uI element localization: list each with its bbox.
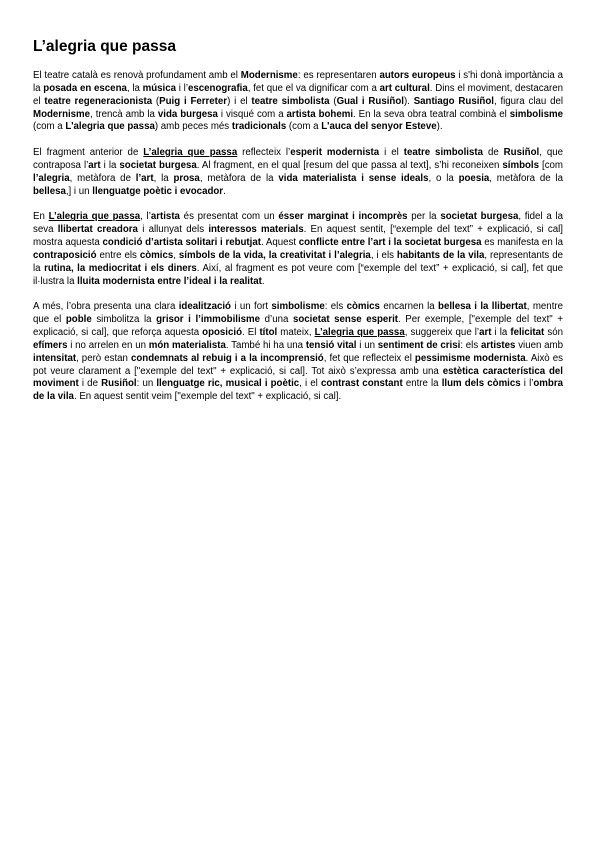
text-run: , <box>173 249 179 261</box>
emphasis: Rusiñol <box>101 378 137 390</box>
text-run: . En aquest sentit veim ["exemple del text" + explicació, si cal]. <box>73 391 342 403</box>
emphasis: poble <box>65 314 92 326</box>
text-run: entre els <box>96 249 140 261</box>
emphasis: condemnats al rebuig i a la incomprensió <box>131 352 324 364</box>
text-run: de <box>482 147 504 159</box>
emphasis: tensió vital <box>305 339 357 351</box>
text-run: [com <box>538 159 563 171</box>
text-run: . Això es pot veure clarament a ["exemple del text" + explicació, si cal]. Tot això s’expressa amb una <box>33 352 563 377</box>
text-run: , fet que reflecteix el <box>323 352 415 364</box>
emphasis: posada en escena <box>43 82 127 94</box>
emphasis: efímers <box>33 339 68 351</box>
text-run: , representants de la <box>33 249 563 274</box>
emphasis-underlined: L’alegria que passa <box>143 147 238 159</box>
emphasis: teatre regeneracionista <box>44 95 153 107</box>
emphasis: felicitat <box>510 327 545 339</box>
text-run: i l’ <box>520 378 534 390</box>
text-run: A més, l’obra presenta una clara <box>33 301 179 313</box>
emphasis: llum dels còmics <box>441 378 521 390</box>
emphasis: vida materialista i sense ideals <box>278 172 429 184</box>
text-run: ) amb peces més <box>154 121 232 133</box>
text-run: . En la seva obra teatral combinà el <box>353 108 510 120</box>
text-run: ). <box>403 95 414 107</box>
emphasis-underlined: L’alegria que passa <box>314 327 405 339</box>
emphasis: estètica característica del moviment <box>33 365 563 390</box>
text-run: és presentat com un <box>179 211 279 223</box>
text-run: : un <box>136 378 157 390</box>
text-run: i allunyat dels <box>137 224 209 236</box>
text-run: , figura clau del <box>493 95 563 107</box>
text-run: , l’ <box>140 211 151 223</box>
emphasis: rutina, la mediocritat i els diners <box>44 262 197 274</box>
emphasis: societat burgesa <box>119 159 197 171</box>
emphasis: ésser marginat i incomprès <box>278 211 408 223</box>
emphasis: contraposició <box>33 249 97 261</box>
text-run: . Aquest <box>260 237 299 249</box>
emphasis: món materialista <box>148 339 226 351</box>
text-run: ) i el <box>227 95 252 107</box>
text-run: , la <box>153 172 174 184</box>
text-run: d’una <box>260 314 293 326</box>
emphasis: escenografia <box>187 82 248 94</box>
emphasis: simbolisme <box>509 108 563 120</box>
text-run: , que contraposa l’ <box>33 147 564 171</box>
text-run: En <box>33 211 49 223</box>
text-run: i visqué com a <box>217 108 287 120</box>
text-run: , mentre que el <box>33 301 563 326</box>
text-run: , metàfora de <box>69 172 136 184</box>
emphasis: bellesa i la llibertat <box>438 301 527 313</box>
emphasis: esperit modernista <box>290 147 380 159</box>
emphasis: art <box>88 159 101 171</box>
text-run: ,] i un <box>65 185 93 197</box>
emphasis: Rusiñol <box>503 147 540 159</box>
text-run: (com a <box>286 121 322 133</box>
emphasis: societat burgesa <box>440 211 519 223</box>
text-run: viuen amb <box>515 339 563 351</box>
text-run: són <box>544 327 563 339</box>
text-run: . També hi ha una <box>225 339 306 351</box>
emphasis: autors europeus <box>379 70 456 81</box>
emphasis: Gual i Rusiñol <box>336 95 404 107</box>
emphasis: sentiment de crisi <box>377 339 461 351</box>
text-run: : els <box>324 301 347 313</box>
emphasis: teatre simbolista <box>251 95 330 107</box>
text-run: , o la <box>428 172 459 184</box>
document-body <box>33 70 563 417</box>
text-run: entre la <box>402 378 442 390</box>
text-run: El fragment anterior de <box>33 147 144 159</box>
text-run: , metàfora de la <box>199 172 279 184</box>
text-run: simbolitza la <box>91 314 157 326</box>
text-run: ( <box>329 95 337 107</box>
emphasis: teatre simbolista <box>403 147 483 159</box>
text-run: mateix, <box>277 327 315 339</box>
text-run: i de <box>78 378 102 390</box>
text-run: . Així, al fragment es pot veure com [“exemple del text” + explicació, si cal], fet que il·lustra la <box>33 262 563 287</box>
text-run: , fidel a la seva <box>33 211 563 236</box>
text-run: . Al fragment, en el qual [resum del que passa al text], s’hi reconeixen <box>196 159 503 171</box>
document-title: L’alegria que passa <box>33 38 177 55</box>
emphasis-underlined: L’alegria que passa <box>48 211 141 223</box>
text-run: reflecteix l’ <box>237 147 291 159</box>
paragraph-4 <box>33 301 563 404</box>
paragraph-3 <box>33 211 563 288</box>
text-run: i la <box>491 327 511 339</box>
emphasis: llenguatge poètic i evocador <box>92 185 224 197</box>
text-run: es manifesta en la <box>481 237 563 249</box>
emphasis: intensitat <box>33 352 77 364</box>
text-run: . <box>223 185 226 197</box>
emphasis: l’alegria <box>33 172 70 184</box>
text-run: . El <box>242 327 260 339</box>
emphasis: artista <box>150 211 180 223</box>
text-run: . En aquest sentit, [“exemple del text” + explicació, si cal] mostra aquesta <box>33 224 563 249</box>
emphasis: idealització <box>178 301 231 313</box>
text-run: : es representaren <box>297 70 380 81</box>
emphasis: artistes <box>480 339 516 351</box>
emphasis: còmics <box>139 249 174 261</box>
emphasis: simbolisme <box>271 301 325 313</box>
text-run: . Dins el moviment, destacaren el <box>33 82 563 107</box>
emphasis: llibertat creadora <box>57 224 138 236</box>
emphasis: tradicionals <box>231 121 287 133</box>
emphasis: pessimisme modernista <box>414 352 526 364</box>
text-run: i un fort <box>230 301 272 313</box>
text-run: i un <box>356 339 378 351</box>
text-run: , i el <box>299 378 321 390</box>
text-run: ( <box>152 95 160 107</box>
text-run: encarnen la <box>379 301 439 313</box>
emphasis: prosa <box>173 172 200 184</box>
emphasis: llenguatge ric, musical i poètic <box>156 378 300 390</box>
emphasis: contrast constant <box>320 378 403 390</box>
text-run: , però estan <box>76 352 131 364</box>
emphasis: lluita modernista entre l’ideal i la realitat <box>77 275 262 287</box>
emphasis: societat sense esperit <box>292 314 398 326</box>
text-run: , suggereix que l’ <box>404 327 480 339</box>
emphasis: Puig i Ferreter <box>159 95 228 107</box>
emphasis: conflicte entre l’art i la societat burgesa <box>298 237 482 249</box>
text-run: i la <box>100 159 120 171</box>
text-run: i el <box>379 147 404 159</box>
emphasis: bellesa <box>33 185 66 197</box>
text-run: El teatre català es renovà profundament amb el <box>33 70 241 81</box>
emphasis: vida burgesa <box>157 108 218 120</box>
text-run: i s'hi donà importància a la <box>33 70 563 94</box>
text-run: (com a <box>33 121 66 133</box>
emphasis: habitants de la vila <box>396 249 485 261</box>
text-run: i l’ <box>176 82 188 94</box>
emphasis: condició d’artista solitari i rebutjat <box>102 237 261 249</box>
emphasis: grisor i l’immobilisme <box>156 314 261 326</box>
emphasis: ombra de la vila <box>33 378 563 403</box>
text-run: , fet que el va dignificar com a <box>247 82 380 94</box>
paragraph-1 <box>33 70 563 134</box>
text-run: , la <box>126 82 143 94</box>
text-run: : els <box>460 339 481 351</box>
emphasis: Modernisme <box>33 108 91 120</box>
text-run: ). <box>436 121 443 133</box>
emphasis: còmics <box>346 301 380 313</box>
emphasis: artista bohemi <box>286 108 354 120</box>
text-run: , metàfora de la <box>489 172 563 184</box>
emphasis: Santiago Rusiñol <box>413 95 494 107</box>
text-run: . Per exemple, ["exemple del text" + explicació, si cal], que reforça aquesta <box>33 314 563 339</box>
emphasis: poesia <box>458 172 490 184</box>
text-run: per la <box>407 211 441 223</box>
emphasis: l’art <box>135 172 154 184</box>
paragraph-2 <box>33 147 563 198</box>
emphasis: símbols <box>502 159 539 171</box>
emphasis: Modernisme <box>240 70 298 81</box>
text-run: , i els <box>370 249 397 261</box>
emphasis: títol <box>259 327 278 339</box>
emphasis: art <box>479 327 492 339</box>
emphasis: L'alegria que passa <box>65 121 155 133</box>
text-run: , trencà amb la <box>90 108 158 120</box>
emphasis: art cultural <box>379 82 430 94</box>
emphasis: música <box>142 82 177 94</box>
emphasis: símbols de la vida, la creativitat i l’alegria <box>178 249 371 261</box>
text-run: . <box>261 275 265 287</box>
emphasis: interessos materials <box>208 224 304 236</box>
emphasis: L'auca del senyor Esteve <box>321 121 437 133</box>
text-run: i no arrelen en un <box>67 339 149 351</box>
emphasis: oposició <box>202 327 243 339</box>
